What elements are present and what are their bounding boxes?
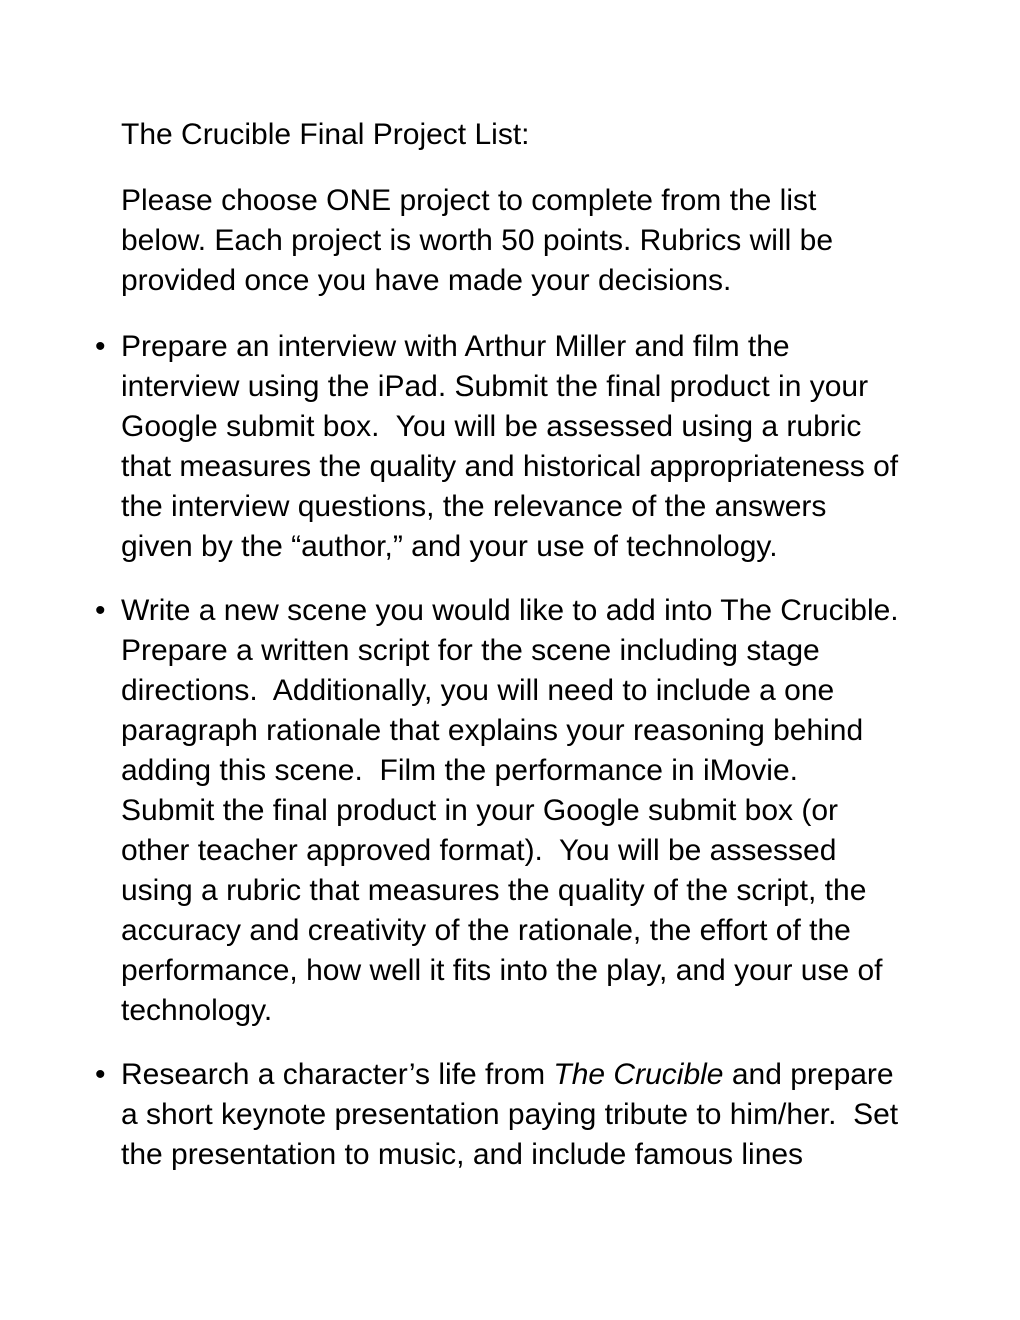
list-item-text bbox=[121, 1058, 906, 1171]
project-list bbox=[95, 327, 907, 1175]
intro-paragraph: Please choose ONE project to complete from the list below. Each project is worth 50 points. Rubrics will be provided once you have made your decisions. bbox=[121, 184, 842, 297]
bullet-icon: • bbox=[95, 330, 106, 363]
list-item-text-segment: and prepare a short keynote presentation paying tribute to him/her. Set the presentation to music, and include famous lines bbox=[121, 1058, 907, 1171]
list-item-interview-project bbox=[95, 327, 907, 567]
list-item-text-segment: Research a character’s life from bbox=[121, 1058, 554, 1091]
list-item-text: Write a new scene you would like to add into The Crucible. Prepare a written script for the scene including stage directions. Additionally, you will need to include a one paragraph rationale that explains your reasoning behind adding this scene. Film the performance in iMovie. Submit the final product in your Google submit box (or other teacher approved format). You will be assessed using a rubric that measures the quality of the script, the accuracy and creativity of the rationale, the effort of the performance, how well it fits into the play, and your use of technology. bbox=[121, 594, 907, 1027]
list-item-text: Prepare an interview with Arthur Miller and film the interview using the iPad. Submit the final product in your Google submit box. You will be assessed using a rubric that measures the quality and historical appropriateness of the interview questions, the relevance of the answers given by the “author,” and your use of technology. bbox=[121, 330, 907, 563]
list-item-character-research-project bbox=[95, 1055, 907, 1175]
italic-book-title: The Crucible bbox=[553, 1058, 724, 1091]
bullet-icon: • bbox=[95, 1058, 106, 1091]
bullet-icon: • bbox=[95, 594, 106, 627]
list-item-new-scene-project bbox=[95, 591, 907, 1031]
document-title: The Crucible Final Project List: bbox=[121, 118, 530, 151]
